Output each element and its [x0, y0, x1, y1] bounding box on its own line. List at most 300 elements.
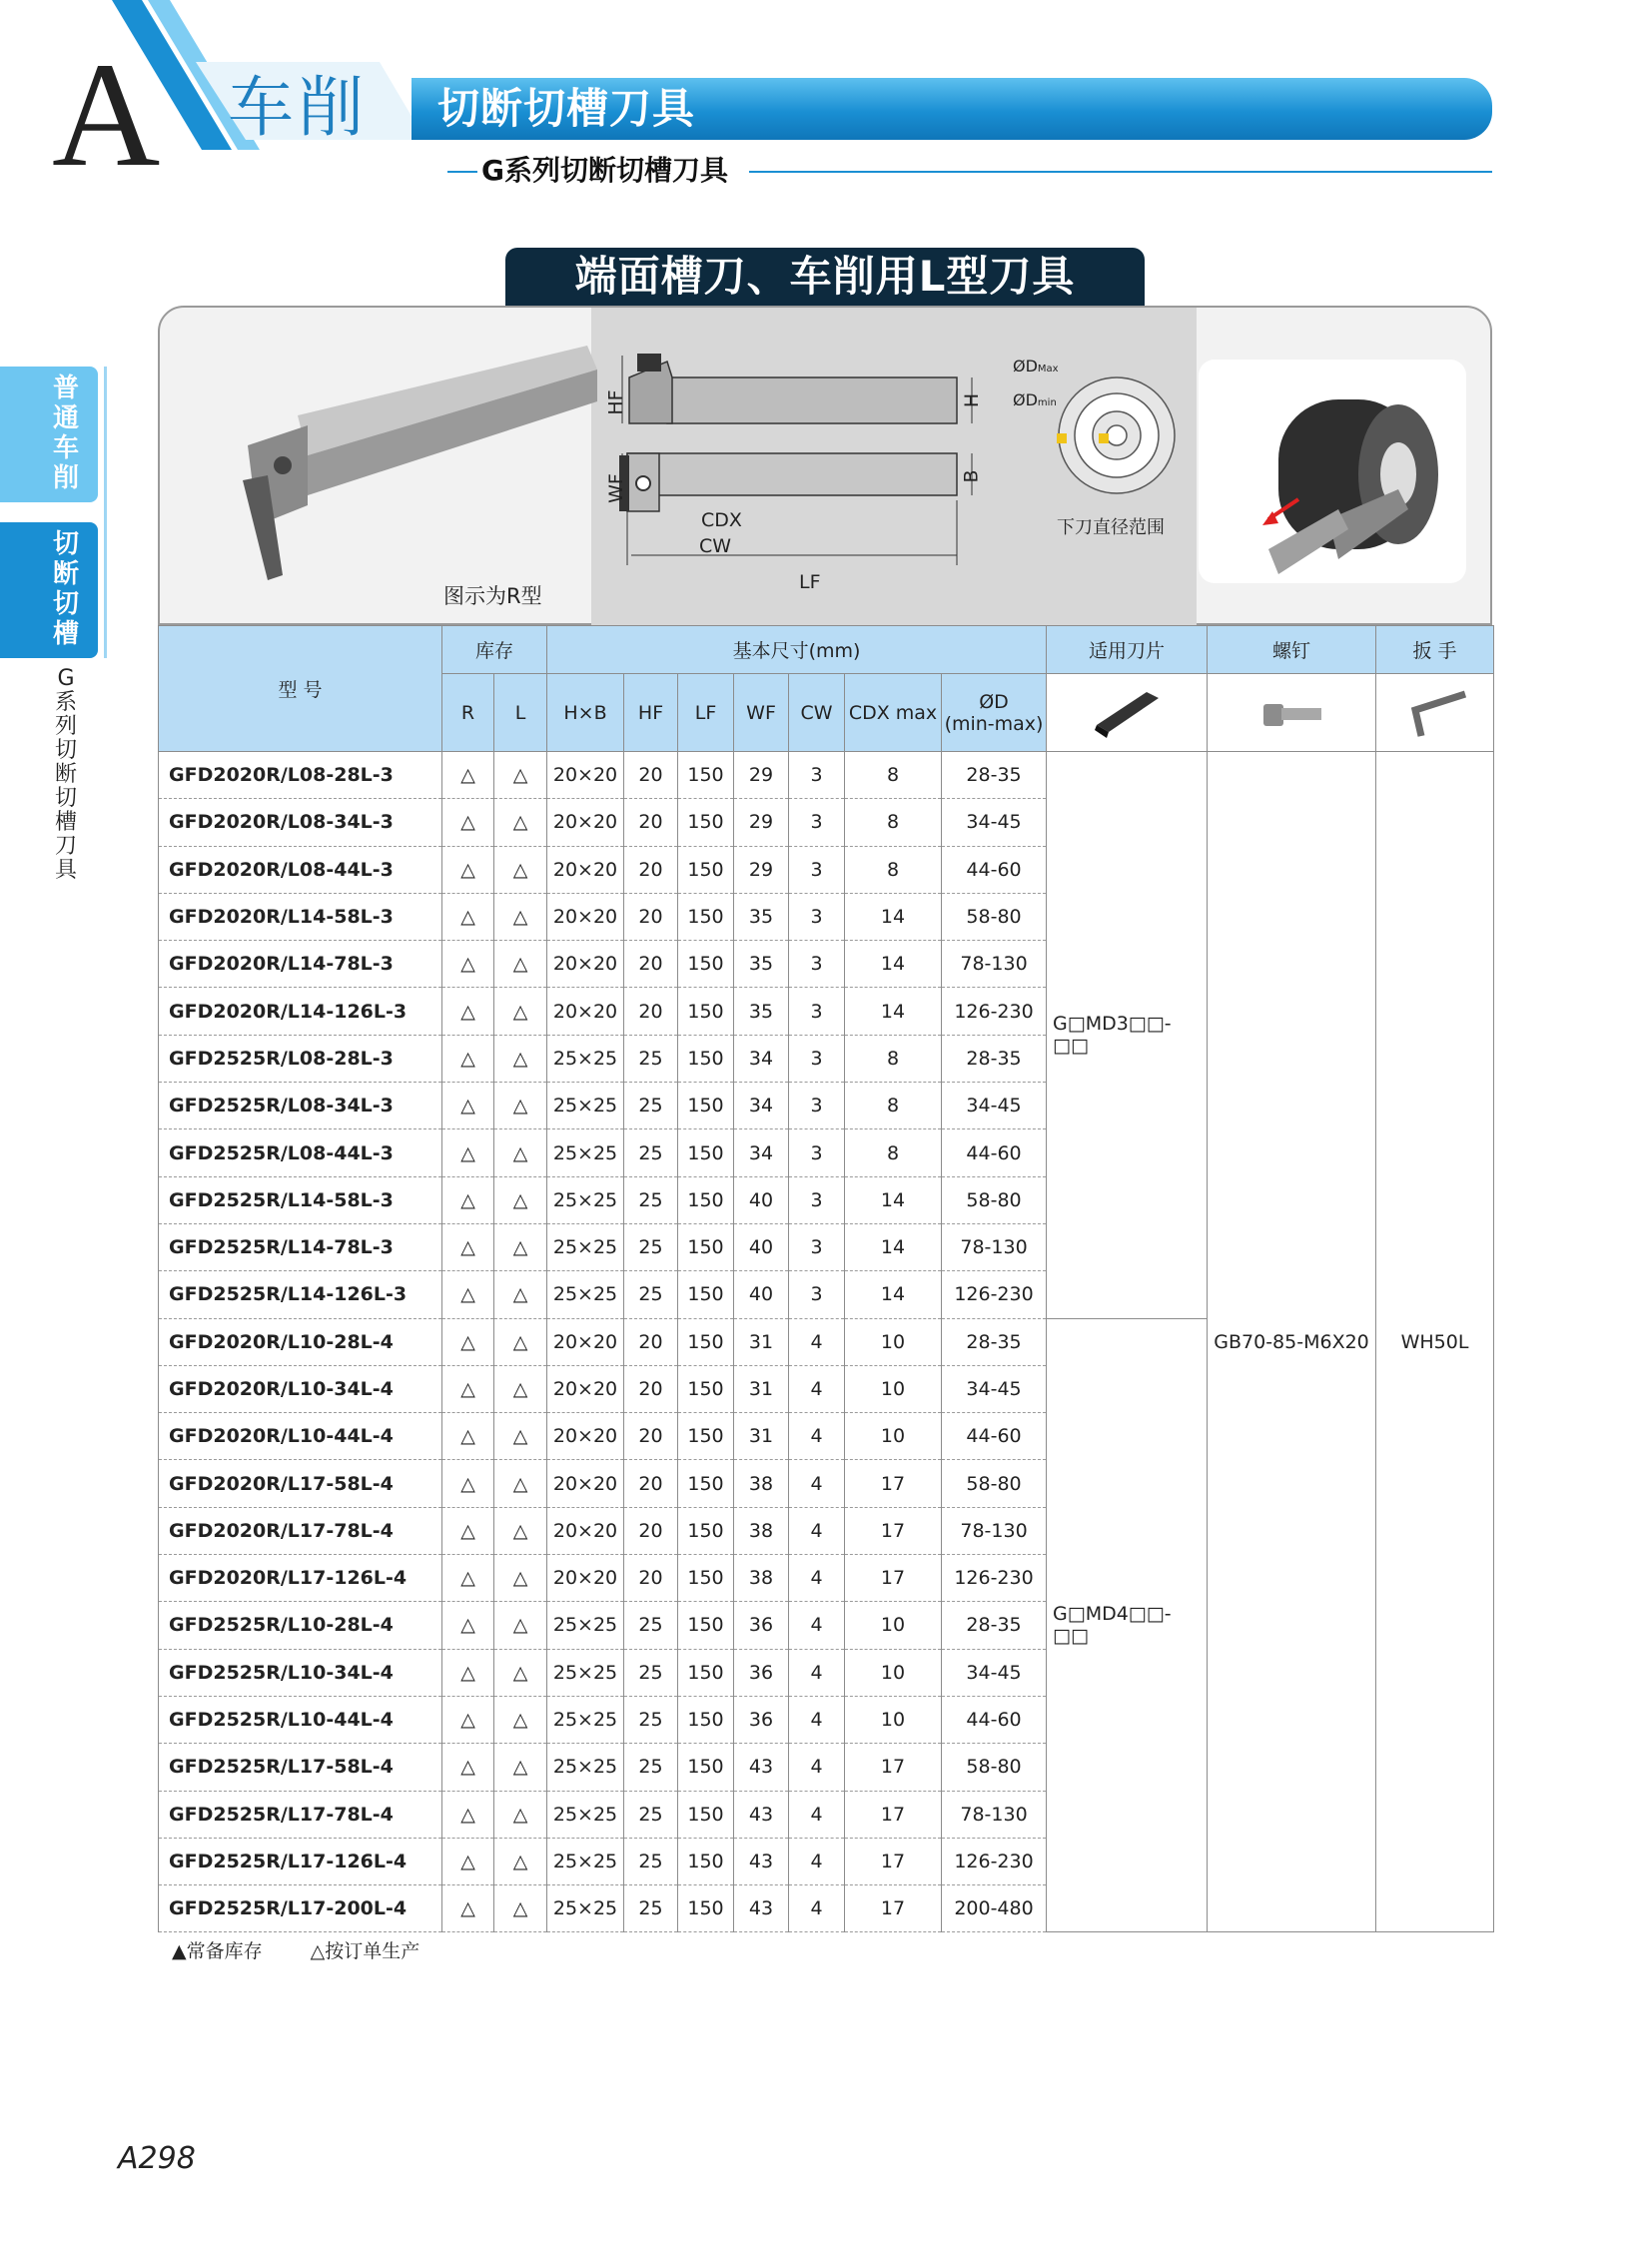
spec-cell: 126-230 [942, 988, 1047, 1035]
spec-cell: 17 [845, 1507, 942, 1554]
spec-cell: △ [442, 1223, 494, 1270]
spec-cell: 4 [789, 1413, 845, 1460]
spec-cell: 17 [845, 1791, 942, 1838]
spec-cell: 150 [678, 1649, 734, 1696]
spec-cell: 17 [845, 1555, 942, 1602]
spec-cell: 8 [845, 1129, 942, 1176]
spec-cell: 25 [624, 1885, 678, 1932]
model-cell: GFD2525R/L14-78L-3 [159, 1223, 442, 1270]
spec-cell: 150 [678, 1271, 734, 1318]
spec-cell: △ [494, 1035, 547, 1082]
spec-cell: 4 [789, 1602, 845, 1649]
spec-cell: 28-35 [942, 1602, 1047, 1649]
spec-cell: 126-230 [942, 1271, 1047, 1318]
spec-cell: 25 [624, 1223, 678, 1270]
model-cell: GFD2525R/L17-58L-4 [159, 1744, 442, 1791]
dim-label-lf: LF [799, 571, 821, 593]
spec-cell: △ [494, 1413, 547, 1460]
spec-cell: 25×25 [547, 1223, 624, 1270]
spec-cell: 150 [678, 1696, 734, 1743]
legend-stocked: ▲常备库存 [172, 1940, 263, 1962]
spec-cell: 150 [678, 1083, 734, 1129]
col-header-lf: LF [678, 674, 734, 752]
tool-holder-render [243, 346, 597, 580]
model-cell: GFD2525R/L14-126L-3 [159, 1271, 442, 1318]
col-header-r: R [442, 674, 494, 752]
spec-cell: 34-45 [942, 1083, 1047, 1129]
dim-label-dmin: ØDmin [1013, 390, 1057, 409]
spec-cell: 38 [734, 1555, 789, 1602]
spec-cell: 43 [734, 1838, 789, 1884]
spec-cell: △ [494, 752, 547, 799]
spec-cell: 58-80 [942, 1460, 1047, 1507]
spec-cell: △ [494, 1129, 547, 1176]
spec-cell: 28-35 [942, 1035, 1047, 1082]
spec-cell: △ [442, 1555, 494, 1602]
side-tab-rule [104, 367, 107, 658]
spec-cell: 44-60 [942, 1696, 1047, 1743]
spec-cell: 150 [678, 1507, 734, 1554]
spec-cell: 3 [789, 893, 845, 940]
spec-cell: 17 [845, 1885, 942, 1932]
spec-cell: 14 [845, 988, 942, 1035]
dim-label-b: B [960, 469, 983, 483]
spec-cell: 20 [624, 752, 678, 799]
model-cell: GFD2020R/L14-126L-3 [159, 988, 442, 1035]
spec-cell: 10 [845, 1696, 942, 1743]
spec-cell: 14 [845, 1223, 942, 1270]
spec-cell: 14 [845, 893, 942, 940]
wrench-cell: WH50L [1376, 752, 1494, 1932]
spec-cell: 3 [789, 799, 845, 846]
spec-cell: 25 [624, 1083, 678, 1129]
spec-cell: 4 [789, 1507, 845, 1554]
spec-cell: 150 [678, 1744, 734, 1791]
spec-cell: △ [442, 1838, 494, 1884]
model-cell: GFD2020R/L08-28L-3 [159, 752, 442, 799]
screw-image-cell [1208, 674, 1376, 752]
spec-cell: △ [442, 1696, 494, 1743]
spec-cell: 150 [678, 1460, 734, 1507]
spec-cell: 150 [678, 799, 734, 846]
spec-cell: 20×20 [547, 893, 624, 940]
section-letter: A [52, 32, 161, 198]
spec-cell: 25×25 [547, 1696, 624, 1743]
spec-cell: 29 [734, 752, 789, 799]
spec-cell: 17 [845, 1460, 942, 1507]
spec-cell: 4 [789, 1696, 845, 1743]
spec-cell: 31 [734, 1413, 789, 1460]
page-number: A298 [118, 2141, 196, 2176]
spec-cell: 25 [624, 1696, 678, 1743]
spec-cell: 150 [678, 1602, 734, 1649]
spec-cell: 20 [624, 1413, 678, 1460]
spec-cell: 25 [624, 1129, 678, 1176]
spec-cell: 25 [624, 1271, 678, 1318]
spec-cell: 8 [845, 846, 942, 893]
spec-cell: 25 [624, 1791, 678, 1838]
spec-cell: 25 [624, 1744, 678, 1791]
spec-cell: 25×25 [547, 1885, 624, 1932]
spec-cell: △ [494, 1460, 547, 1507]
model-cell: GFD2020R/L10-28L-4 [159, 1318, 442, 1365]
spec-cell: 43 [734, 1791, 789, 1838]
legend-to-order: △按订单生产 [310, 1940, 420, 1962]
spec-cell: 44-60 [942, 1413, 1047, 1460]
spec-cell: △ [442, 1744, 494, 1791]
col-header-od: ØD (min-max) [942, 674, 1047, 752]
spec-cell: 31 [734, 1318, 789, 1365]
dim-label-hf: HF [604, 389, 627, 415]
spec-cell: 29 [734, 846, 789, 893]
model-cell: GFD2020R/L10-34L-4 [159, 1365, 442, 1412]
spec-cell: 4 [789, 1649, 845, 1696]
spec-cell: 34-45 [942, 1365, 1047, 1412]
spec-cell: 3 [789, 1083, 845, 1129]
screw-cell: GB70-85-M6X20 [1208, 752, 1376, 1932]
spec-cell: 20×20 [547, 941, 624, 988]
spec-cell: 40 [734, 1271, 789, 1318]
spec-cell: 150 [678, 1223, 734, 1270]
model-cell: GFD2525R/L14-58L-3 [159, 1176, 442, 1223]
spec-cell: 10 [845, 1365, 942, 1412]
spec-cell: 58-80 [942, 1744, 1047, 1791]
spec-cell: 150 [678, 846, 734, 893]
model-cell: GFD2020R/L17-78L-4 [159, 1507, 442, 1554]
spec-cell: 20×20 [547, 1555, 624, 1602]
spec-cell: 126-230 [942, 1838, 1047, 1884]
diameter-range-diagram [1057, 377, 1175, 493]
wrench-icon [1395, 680, 1475, 740]
spec-cell: 36 [734, 1696, 789, 1743]
model-cell: GFD2525R/L10-28L-4 [159, 1602, 442, 1649]
dim-label-h: H [961, 392, 984, 408]
wrench-image-cell [1376, 674, 1494, 752]
spec-cell: 29 [734, 799, 789, 846]
spec-cell: 36 [734, 1649, 789, 1696]
spec-cell: 25×25 [547, 1602, 624, 1649]
spec-cell: 20×20 [547, 799, 624, 846]
spec-cell: 20×20 [547, 846, 624, 893]
spec-cell: △ [442, 1413, 494, 1460]
spec-cell: △ [442, 1129, 494, 1176]
spec-cell: 35 [734, 893, 789, 940]
model-cell: GFD2020R/L08-44L-3 [159, 846, 442, 893]
spec-cell: △ [494, 1318, 547, 1365]
spec-cell: 25×25 [547, 1083, 624, 1129]
spec-cell: 3 [789, 941, 845, 988]
spec-table [158, 625, 1494, 1932]
spec-cell: 25×25 [547, 1271, 624, 1318]
spec-cell: △ [442, 846, 494, 893]
insert-cell: G□MD3□□-□□ [1047, 752, 1208, 1319]
spec-cell: 38 [734, 1460, 789, 1507]
spec-cell: △ [494, 1885, 547, 1932]
spec-cell: △ [442, 893, 494, 940]
spec-cell: △ [442, 1507, 494, 1554]
model-cell: GFD2020R/L08-34L-3 [159, 799, 442, 846]
spec-cell: 43 [734, 1885, 789, 1932]
spec-cell: △ [494, 1791, 547, 1838]
spec-cell: 34-45 [942, 1649, 1047, 1696]
spec-cell: 25×25 [547, 1838, 624, 1884]
spec-cell: 150 [678, 893, 734, 940]
top-view-drawing [619, 453, 972, 565]
spec-cell: 78-130 [942, 1223, 1047, 1270]
spec-cell: △ [442, 799, 494, 846]
spec-cell: 20 [624, 846, 678, 893]
dim-label-cdx: CDX [701, 509, 742, 531]
spec-cell: △ [494, 941, 547, 988]
col-header-hf: HF [624, 674, 678, 752]
spec-cell: △ [494, 1555, 547, 1602]
spec-cell: 58-80 [942, 1176, 1047, 1223]
spec-cell: △ [442, 988, 494, 1035]
spec-cell: 150 [678, 1791, 734, 1838]
spec-cell: 150 [678, 988, 734, 1035]
spec-cell: 20×20 [547, 1413, 624, 1460]
spec-cell: 8 [845, 1035, 942, 1082]
spec-cell: 17 [845, 1744, 942, 1791]
col-header-wf: WF [734, 674, 789, 752]
section-title: 端面槽刀、车削用L型刀具 [505, 248, 1145, 306]
spec-cell: 14 [845, 1271, 942, 1318]
spec-cell: 4 [789, 1885, 845, 1932]
spec-cell: 20×20 [547, 1460, 624, 1507]
col-header-insert: 适用刀片 [1047, 626, 1208, 674]
spec-cell: 3 [789, 1176, 845, 1223]
spec-cell: 38 [734, 1507, 789, 1554]
spec-cell: 25×25 [547, 1791, 624, 1838]
spec-cell: △ [494, 988, 547, 1035]
spec-cell: 4 [789, 1838, 845, 1884]
col-header-dims: 基本尺寸(mm) [547, 626, 1047, 674]
spec-cell: 150 [678, 1838, 734, 1884]
spec-cell: △ [494, 1744, 547, 1791]
spec-cell: 25 [624, 1649, 678, 1696]
model-cell: GFD2525R/L17-200L-4 [159, 1885, 442, 1932]
spec-cell: △ [442, 1885, 494, 1932]
col-header-wrench: 扳 手 [1376, 626, 1494, 674]
spec-cell: 4 [789, 1460, 845, 1507]
spec-cell: △ [494, 1271, 547, 1318]
spec-cell: △ [442, 1602, 494, 1649]
spec-cell: 25 [624, 1602, 678, 1649]
side-tab-turning-label: 普通车削 [52, 374, 79, 493]
spec-cell: △ [494, 799, 547, 846]
spec-cell: 8 [845, 752, 942, 799]
spec-cell: 43 [734, 1744, 789, 1791]
spec-cell: 20×20 [547, 1318, 624, 1365]
spec-cell: 20×20 [547, 1507, 624, 1554]
spec-cell: 34 [734, 1129, 789, 1176]
spec-cell: △ [494, 1649, 547, 1696]
spec-cell: 200-480 [942, 1885, 1047, 1932]
spec-cell: 126-230 [942, 1555, 1047, 1602]
spec-cell: △ [494, 1083, 547, 1129]
spec-cell: 8 [845, 1083, 942, 1129]
model-cell: GFD2525R/L10-34L-4 [159, 1649, 442, 1696]
spec-cell: 4 [789, 1365, 845, 1412]
spec-cell: 8 [845, 799, 942, 846]
spec-cell: 20 [624, 988, 678, 1035]
spec-cell: 20×20 [547, 1365, 624, 1412]
col-header-screw: 螺钉 [1208, 626, 1376, 674]
col-header-hxb: H×B [547, 674, 624, 752]
spec-cell: 4 [789, 1744, 845, 1791]
spec-cell: 20 [624, 1460, 678, 1507]
spec-cell: 3 [789, 1129, 845, 1176]
spec-cell: △ [442, 1791, 494, 1838]
spec-cell: 36 [734, 1602, 789, 1649]
subtitle-rule-right [749, 171, 1492, 173]
dim-label-cw: CW [699, 535, 732, 557]
insert-image-cell [1047, 674, 1208, 752]
spec-cell: 14 [845, 941, 942, 988]
col-header-l: L [494, 674, 547, 752]
spec-cell: 31 [734, 1365, 789, 1412]
spec-cell: 34-45 [942, 799, 1047, 846]
dim-label-dmax: ØDMax [1013, 357, 1059, 375]
side-view-drawing [622, 354, 972, 423]
spec-cell: △ [442, 1649, 494, 1696]
spec-cell: 35 [734, 988, 789, 1035]
spec-cell: 150 [678, 1176, 734, 1223]
dim-label-wf: WF [604, 473, 627, 503]
spec-cell: 40 [734, 1223, 789, 1270]
spec-cell: △ [494, 1176, 547, 1223]
spec-cell: 20 [624, 1507, 678, 1554]
insert-icon [1087, 680, 1167, 740]
col-header-stock: 库存 [442, 626, 547, 674]
spec-cell: 20 [624, 1318, 678, 1365]
range-label: 下刀直径范围 [1057, 517, 1165, 538]
spec-cell: △ [494, 1507, 547, 1554]
spec-cell: 150 [678, 1413, 734, 1460]
page-subtitle: G系列切断切槽刀具 [481, 154, 728, 187]
spec-cell: △ [442, 941, 494, 988]
spec-cell: 78-130 [942, 941, 1047, 988]
spec-cell: △ [442, 1035, 494, 1082]
model-cell: GFD2525R/L08-28L-3 [159, 1035, 442, 1082]
spec-cell: 40 [734, 1176, 789, 1223]
spec-cell: 35 [734, 941, 789, 988]
spec-cell: 25×25 [547, 1129, 624, 1176]
spec-cell: 78-130 [942, 1507, 1047, 1554]
page-title: 切断切槽刀具 [437, 84, 696, 133]
spec-cell: 3 [789, 1271, 845, 1318]
workpiece-render [1199, 360, 1466, 583]
spec-cell: 34 [734, 1083, 789, 1129]
spec-cell: △ [442, 752, 494, 799]
spec-cell: 20 [624, 799, 678, 846]
spec-cell: △ [494, 1838, 547, 1884]
spec-cell: 20 [624, 941, 678, 988]
spec-cell: 20×20 [547, 752, 624, 799]
spec-cell: 78-130 [942, 1791, 1047, 1838]
spec-cell: 25×25 [547, 1649, 624, 1696]
spec-cell: 150 [678, 1365, 734, 1412]
spec-cell: 20 [624, 893, 678, 940]
spec-cell: 150 [678, 941, 734, 988]
model-cell: GFD2020R/L10-44L-4 [159, 1413, 442, 1460]
spec-cell: 10 [845, 1318, 942, 1365]
model-cell: GFD2525R/L10-44L-4 [159, 1696, 442, 1743]
col-header-cw: CW [789, 674, 845, 752]
model-cell: GFD2020R/L14-78L-3 [159, 941, 442, 988]
subtitle-rule-left [447, 171, 477, 173]
col-header-model: 型 号 [159, 626, 442, 752]
spec-cell: 3 [789, 1223, 845, 1270]
spec-cell: 3 [789, 1035, 845, 1082]
model-cell: GFD2020R/L17-126L-4 [159, 1555, 442, 1602]
model-cell: GFD2020R/L14-58L-3 [159, 893, 442, 940]
figure-caption: 图示为R型 [443, 584, 542, 608]
spec-cell: 150 [678, 752, 734, 799]
spec-cell: △ [442, 1271, 494, 1318]
side-vertical-label: G系列切断切槽刀具 [54, 666, 77, 883]
insert-cell: G□MD4□□-□□ [1047, 1318, 1208, 1932]
model-cell: GFD2020R/L17-58L-4 [159, 1460, 442, 1507]
col-header-cdx: CDX max [845, 674, 942, 752]
spec-cell: 17 [845, 1838, 942, 1884]
spec-cell: △ [442, 1083, 494, 1129]
model-cell: GFD2525R/L17-78L-4 [159, 1791, 442, 1838]
spec-cell: 20×20 [547, 988, 624, 1035]
spec-cell: △ [442, 1460, 494, 1507]
spec-cell: △ [494, 1602, 547, 1649]
table-row [159, 752, 1494, 799]
spec-cell: 150 [678, 1555, 734, 1602]
spec-cell: 10 [845, 1413, 942, 1460]
legend [172, 1939, 467, 1963]
spec-cell: 3 [789, 988, 845, 1035]
spec-cell: 25×25 [547, 1176, 624, 1223]
spec-cell: 25×25 [547, 1744, 624, 1791]
model-cell: GFD2525R/L08-34L-3 [159, 1083, 442, 1129]
spec-cell: 3 [789, 752, 845, 799]
spec-cell: △ [494, 1365, 547, 1412]
spec-cell: 150 [678, 1885, 734, 1932]
spec-cell: 150 [678, 1318, 734, 1365]
model-cell: GFD2525R/L17-126L-4 [159, 1838, 442, 1884]
spec-cell: 34 [734, 1035, 789, 1082]
spec-cell: △ [442, 1176, 494, 1223]
spec-cell: △ [442, 1318, 494, 1365]
spec-cell: 25×25 [547, 1035, 624, 1082]
spec-cell: 20 [624, 1555, 678, 1602]
screw-icon [1251, 680, 1331, 740]
spec-cell: 20 [624, 1365, 678, 1412]
chapter-title: 车削 [228, 69, 368, 146]
spec-cell: 28-35 [942, 752, 1047, 799]
model-cell: GFD2525R/L08-44L-3 [159, 1129, 442, 1176]
spec-cell: 10 [845, 1602, 942, 1649]
spec-cell: 4 [789, 1791, 845, 1838]
spec-cell: △ [494, 893, 547, 940]
spec-cell: △ [494, 1223, 547, 1270]
spec-cell: 44-60 [942, 1129, 1047, 1176]
spec-cell: 4 [789, 1318, 845, 1365]
spec-cell: 58-80 [942, 893, 1047, 940]
spec-cell: 28-35 [942, 1318, 1047, 1365]
application-photo [1199, 360, 1466, 583]
spec-cell: △ [494, 1696, 547, 1743]
spec-cell: 25 [624, 1035, 678, 1082]
spec-cell: 10 [845, 1649, 942, 1696]
spec-cell: 150 [678, 1129, 734, 1176]
spec-cell: 3 [789, 846, 845, 893]
